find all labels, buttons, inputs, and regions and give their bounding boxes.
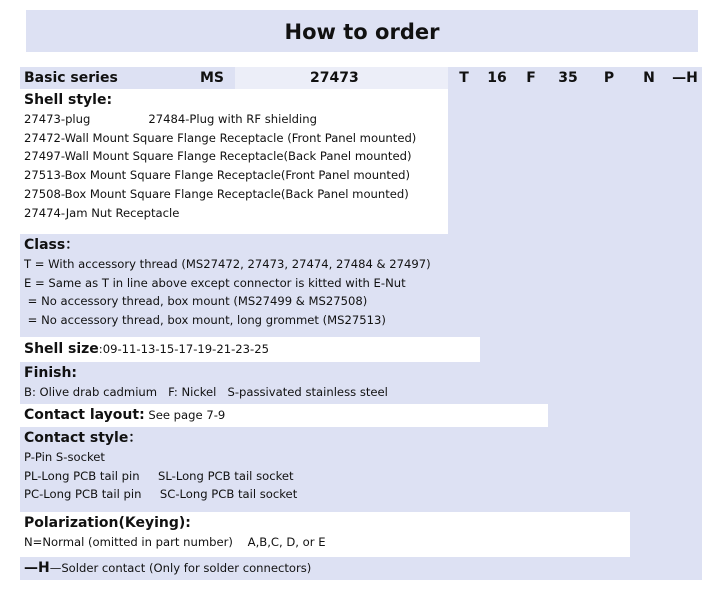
contact-style-heading: Contact style：: [24, 430, 143, 446]
contact-style-section: [24, 429, 297, 504]
contact-style-line: P-Pin S-socket: [24, 449, 105, 464]
code-F: F: [526, 70, 536, 86]
contact-style-line: PL-Long PCB tail pin SL-Long PCB tail socket: [24, 468, 294, 483]
column-band-F: [514, 67, 548, 404]
shell-size-value: :09-11-13-15-17-19-21-23-25: [98, 342, 269, 356]
shell-style-section: [24, 91, 416, 223]
contact-style-line: PC-Long PCB tail pin SC-Long PCB tail socket: [24, 487, 298, 502]
contact-layout-heading: Contact layout:: [24, 407, 145, 423]
column-band-T: [448, 67, 480, 337]
shell-style-line: 27472-Wall Mount Square Flange Receptacle (Front Panel mounted): [24, 130, 417, 145]
code-N: N: [643, 70, 655, 86]
class-line: = No accessory thread, box mount, long grommet (MS27513): [24, 313, 386, 328]
column-band-35: [548, 67, 588, 427]
shell-style-line: [24, 110, 416, 129]
shell-style-heading: Shell style:: [24, 92, 113, 108]
class-section: [24, 236, 431, 330]
finish-line: B: Olive drab cadmium F: Nickel S-passivated stainless steel: [24, 384, 388, 399]
shell-style-line: 27513-Box Mount Square Flange Receptacle(Front Panel mounted): [24, 168, 410, 183]
solder-text: —Solder contact (Only for solder connectors): [49, 561, 312, 575]
header-prefix: MS: [200, 70, 225, 86]
shell-style-line: 27474-Jam Nut Receptacle: [24, 205, 180, 220]
class-heading: Class：: [24, 237, 80, 253]
solder-section: [24, 559, 311, 578]
polarization-section: [24, 514, 326, 552]
class-line: E = Same as T in line above except connector is kitted with E-Nut: [24, 275, 406, 290]
shell-style-line: 27497-Wall Mount Square Flange Receptacle(Back Panel mounted): [24, 149, 412, 164]
column-band-P: [588, 67, 630, 512]
finish-heading: Finish:: [24, 365, 78, 381]
shell-size-section: [24, 340, 269, 359]
shell-style-plug-rf: 27484-Plug with RF shielding: [148, 111, 317, 126]
class-line: = No accessory thread, box mount (MS27499 & MS27508): [24, 294, 368, 309]
class-line: T = With accessory thread (MS27472, 27473, 27474, 27484 & 27497): [24, 256, 431, 271]
solder-prefix: —H: [24, 560, 50, 576]
code-T: T: [459, 70, 469, 86]
shell-style-plug: 27473-plug: [24, 111, 91, 126]
polarization-line: N=Normal (omitted in part number) A,B,C, D, or E: [24, 534, 326, 549]
header-shell-code: 27473: [310, 70, 359, 86]
contact-layout-section: [24, 406, 225, 425]
page-title: How to order: [26, 10, 698, 52]
code-H: —H: [672, 70, 698, 86]
contact-layout-value: See page 7-9: [144, 408, 226, 422]
column-band-H: [668, 67, 702, 580]
finish-section: [24, 364, 388, 402]
column-band-N: [630, 67, 668, 557]
shell-size-heading: Shell size: [24, 341, 99, 357]
header-basic-series: Basic series: [24, 70, 118, 86]
column-band-16: [480, 67, 514, 362]
code-16: 16: [487, 70, 507, 86]
polarization-heading: Polarization(Keying):: [24, 515, 191, 531]
code-35: 35: [558, 70, 578, 86]
shell-style-line: 27508-Box Mount Square Flange Receptacle(Back Panel mounted): [24, 186, 409, 201]
code-P: P: [603, 70, 615, 86]
